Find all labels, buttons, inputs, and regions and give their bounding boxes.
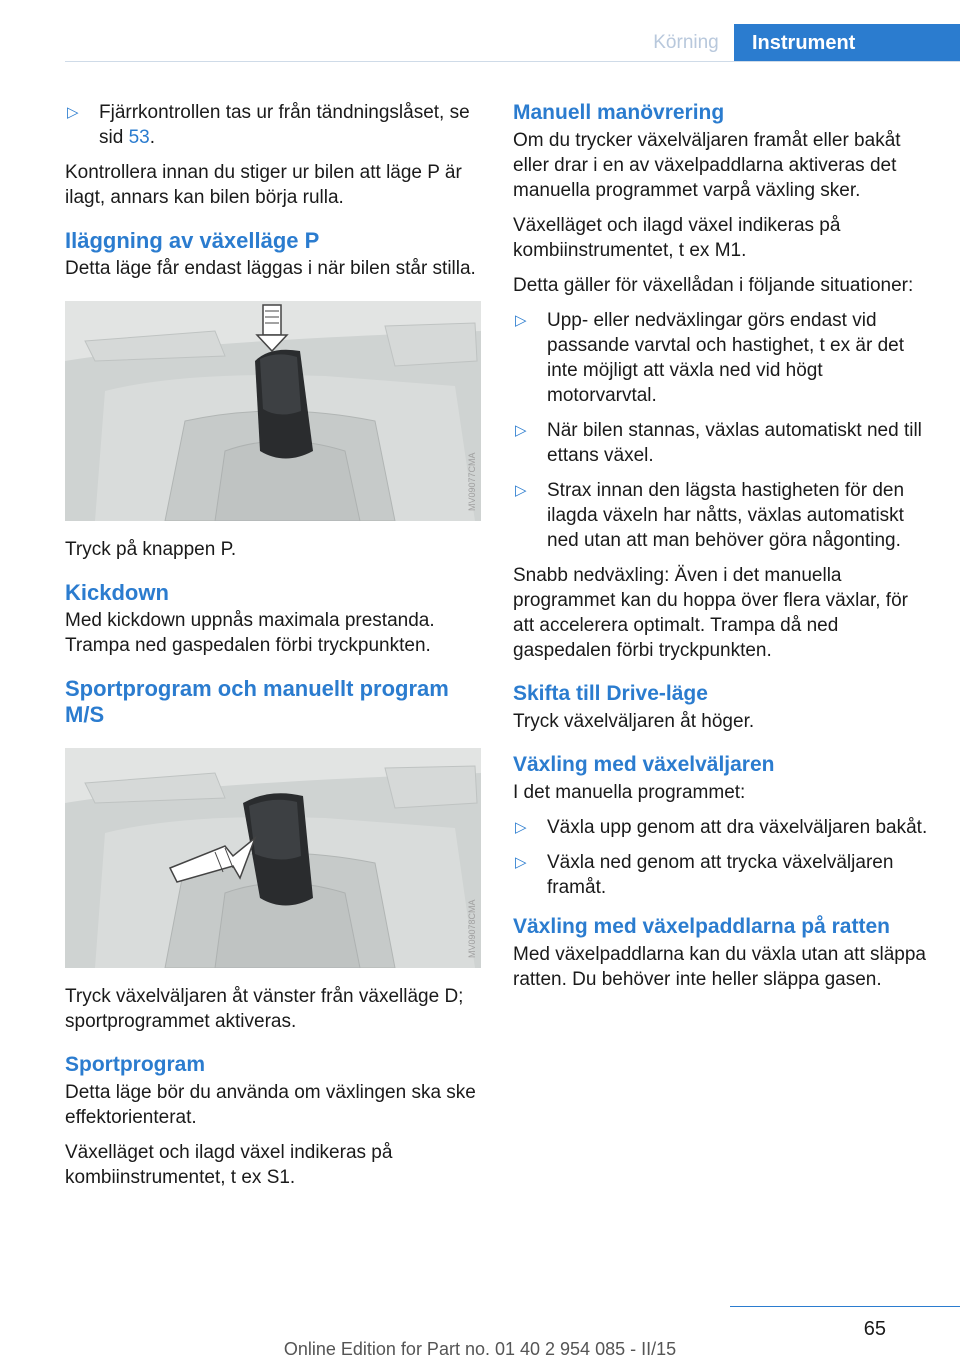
heading-drive: Skifta till Drive-läge (513, 682, 708, 705)
page-header (0, 0, 960, 62)
page-number: 65 (863, 1318, 886, 1340)
paragraph: Växelläget och ilagd växel indikeras på kombiinstrumentet, t ex M1. (513, 215, 841, 261)
heading-paddles: Växling med växelpaddlarna på ratten (513, 915, 890, 938)
paragraph: Med kickdown uppnås maximala prestanda. Trampa ned gaspedalen förbi tryckpunkten. (65, 610, 435, 656)
bullet-text: Upp- eller nedväxlingar görs endast vid passande varvtal och hastighet, t ex är det inte möjligt att växla ned vid högt motorvarvtal. (547, 310, 904, 406)
bullet-triangle-icon: ▷ (67, 104, 79, 121)
header-rule (65, 61, 960, 62)
bullet-text: Växla upp genom att dra växelväljaren bakåt. (547, 817, 928, 838)
bullet-item (513, 478, 933, 553)
bullet-triangle-icon: ▷ (515, 819, 527, 836)
bullet-text-end: . (149, 127, 155, 148)
figure-code-text: MV09077CMA (467, 452, 477, 511)
heading-sport-manual: Sportprogram och manuellt program M/S (65, 676, 449, 727)
paragraph: Tryck växelväljaren åt höger. (513, 711, 755, 732)
paragraph: Växelläget och ilagd växel indikeras på kombiinstrumentet, t ex S1. (65, 1142, 393, 1188)
bullet-text: När bilen stannas, växlas automatiskt ned till ettans växel. (547, 420, 922, 466)
figure-code (465, 870, 479, 960)
paragraph: Detta gäller för växellådan i följande situationer: (513, 275, 914, 296)
paragraph: Tryck växelväljaren åt vänster från växelläge D; sportprogrammet aktiveras. (65, 986, 464, 1032)
bullet-triangle-icon: ▷ (515, 854, 527, 871)
bullet-triangle-icon: ▷ (515, 422, 527, 439)
bullet-remote (65, 100, 481, 150)
bullet-text: Växla ned genom att trycka växelväljaren framåt. (547, 852, 894, 898)
paragraph: Detta läge bör du använda om växlingen ska ske effektorienterat. (65, 1082, 476, 1128)
paragraph: Med växelpaddlarna kan du växla utan att släppa ratten. Du behöver inte heller släppa gasen. (513, 944, 926, 990)
bullet-triangle-icon: ▷ (515, 482, 527, 499)
bullet-item (513, 418, 933, 468)
chapter-tab: Instrument (734, 24, 960, 62)
heading-kickdown: Kickdown (65, 580, 169, 605)
heading-selector: Växling med växelväljaren (513, 753, 775, 776)
section-tab: Körning (653, 32, 719, 53)
left-column (65, 100, 481, 1200)
paragraph: Detta läge får endast läggas i när bilen står stilla. (65, 258, 476, 279)
page-link[interactable]: 53 (128, 127, 150, 148)
bullet-text: Fjärrkontrollen tas ur från tändningslåset, se sid (99, 102, 470, 148)
paragraph: Tryck på knappen P. (65, 539, 237, 560)
paragraph: Om du trycker växelväljaren framåt eller bakåt eller drar i en av växelpaddlarna aktiveras det manuella programmet varpå växling sker. (513, 130, 901, 201)
bullet-triangle-icon: ▷ (515, 312, 527, 329)
bullet-item (513, 815, 933, 840)
heading-manual: Manuell manövrering (513, 101, 725, 124)
right-column (513, 100, 933, 1002)
paragraph: Snabb nedväxling: Även i det manuella programmet kan du hoppa över flera växlar, för att accelerera optimalt. Trampa då ned gaspedalen förbi tryckpunkten. (513, 565, 908, 661)
footer-rule (730, 1306, 960, 1307)
bullet-text: Strax innan den lägsta hastigheten för den ilagda växeln har nåtts, växlas automatiskt ned utan att man behöver göra någonting. (547, 480, 905, 551)
paragraph: I det manuella programmet: (513, 782, 746, 803)
paragraph: Kontrollera innan du stiger ur bilen att läge P är ilagt, annars kan bilen börja rulla. (65, 162, 462, 208)
gear-selector-figure-ms (65, 748, 481, 968)
bullet-item (513, 308, 933, 408)
heading-park: Iläggning av växelläge P (65, 228, 320, 253)
bullet-item (513, 850, 933, 900)
figure-code (465, 423, 479, 513)
figure-code-text: MV09078CMA (467, 899, 477, 958)
footer-edition: Online Edition for Part no. 01 40 2 954 085 - II/15 (283, 1339, 677, 1359)
gear-selector-figure-p (65, 301, 481, 521)
heading-sportprogram: Sportprogram (65, 1053, 206, 1076)
